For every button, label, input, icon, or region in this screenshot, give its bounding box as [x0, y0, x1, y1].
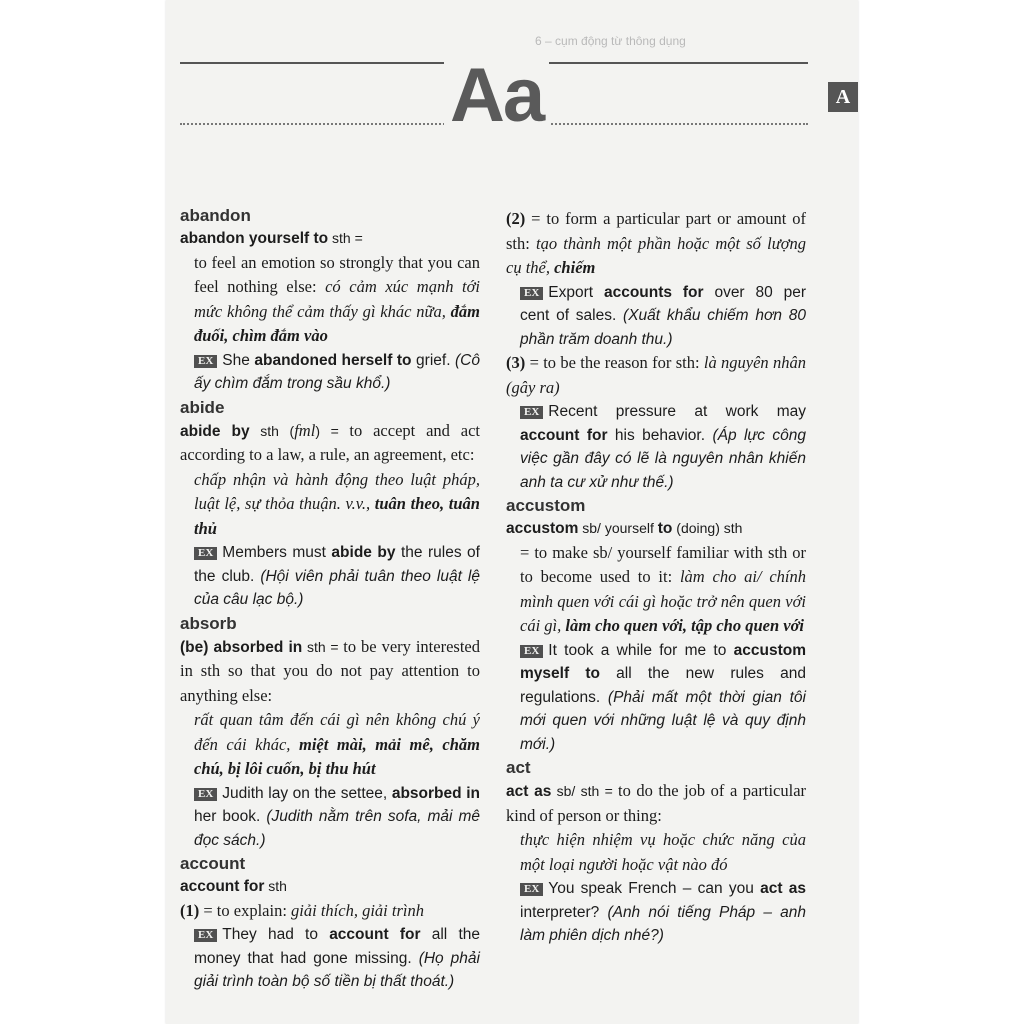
definition [180, 708, 480, 782]
example [180, 541, 480, 612]
ex-pre: They had to [222, 926, 330, 943]
ex-bold: act as [760, 880, 806, 897]
ex-bold: accustom myself to [520, 641, 806, 682]
definition [506, 541, 806, 639]
ex-bold: accounts for [603, 283, 704, 301]
vi-text: làm cho ai/ chính mình quen với cái gì hoặc trở nên quen với cái gì, [520, 567, 806, 635]
sense-def: = to explain: [199, 900, 292, 920]
vi-text: thực hiện nhiệm vụ hoặc chức năng của một loại người hoặc vật nào đó [520, 830, 806, 874]
vi-text: giải thích, giải trình [291, 900, 424, 920]
ex-vi: (Phải mất một thời gian tôi mới quen với những luật lệ và quy định mới.) [520, 688, 806, 753]
ex-post: all the money that had gone missing. [194, 926, 480, 967]
ex-bold: absorbed in [391, 784, 480, 802]
ex-pre: Judith lay on the settee, [222, 784, 392, 802]
sense-num: (2) [506, 209, 526, 228]
entry-account [180, 875, 480, 899]
arg: sth = [302, 638, 344, 655]
left-column [180, 204, 480, 994]
thumb-index-tab: A [828, 82, 858, 112]
ex-pre: Export [548, 283, 604, 301]
definition [506, 828, 806, 877]
ex-pre: Recent pressure at work may [548, 403, 806, 420]
ex-vi: (Judith nằm trên sofa, mải mê đọc sách.) [194, 808, 480, 849]
phrase: abide by [180, 422, 250, 440]
arg: sb/ sth = [551, 783, 619, 799]
entry-accustom [506, 517, 806, 541]
definition [180, 251, 480, 349]
example [506, 639, 806, 757]
sense-2 [506, 207, 806, 281]
entry-act [506, 779, 806, 828]
phrase: accustom [506, 520, 579, 537]
def-text: to be very interested in sth so that you do not pay attention to anything else: [180, 636, 480, 705]
arg: sth [264, 878, 287, 894]
section-letter: Aa [444, 56, 549, 136]
headword-act: act [506, 758, 531, 777]
phrase: account for [180, 878, 265, 895]
vi-bold: làm cho quen với, tập cho quen với [565, 616, 805, 635]
phrase2: to [657, 520, 673, 537]
def-text: = to be the reason for sth: [525, 353, 704, 372]
vi-text: là nguyên nhân (gây ra) [506, 353, 807, 397]
vi-bold: miệt mài, mải mê, chăm chú, bị lôi cuốn, bị thu hút [194, 734, 481, 778]
ex-post: her book. [194, 808, 267, 825]
ex-badge: EX [194, 929, 217, 942]
headword-abide: abide [180, 397, 225, 417]
ex-bold: abandoned herself to [254, 351, 412, 369]
ex-pre: You speak French – can you [548, 880, 761, 897]
example [506, 400, 806, 494]
ex-bold: account for [329, 926, 421, 943]
vi-text: rất quan tâm đến cái gì nên không chú ý đến cái khác, [194, 710, 480, 754]
phrase: abandon yourself to [180, 230, 329, 247]
ex-vi: (Cô ấy chìm đắm trong sầu khổ.) [194, 351, 480, 392]
register: fml [294, 420, 316, 440]
ex-vi: (Hội viên phải tuân theo luật lệ của câu lạc bộ.) [194, 567, 480, 608]
headword-accustom: accustom [506, 496, 586, 515]
ex-badge: EX [520, 883, 543, 896]
ex-post: over 80 per cent of sales. [520, 283, 807, 324]
vi-text: có cảm xúc mạnh tới mức không thể cảm thấy gì khác nữa, [194, 277, 480, 321]
running-head: 6 – cụm động từ thông dụng [535, 34, 686, 48]
entry-abide [180, 419, 480, 468]
ex-badge: EX [194, 547, 217, 560]
ex-post: the rules of the club. [194, 544, 480, 585]
sense-num: (1) [180, 900, 200, 920]
headword-account: account [180, 854, 246, 873]
vi-bold: đắm đuối, chìm đắm vào [194, 301, 480, 345]
arg2: (doing) sth [672, 520, 743, 536]
ex-badge: EX [520, 287, 543, 300]
example [506, 877, 806, 948]
right-column [506, 207, 806, 948]
ex-badge: EX [520, 645, 543, 658]
def-text: = to make sb/ yourself familiar with sth or to become used to it: [520, 542, 806, 586]
ex-bold: abide by [331, 544, 396, 561]
arg: sth = [328, 230, 363, 246]
example [180, 782, 480, 853]
example [180, 923, 480, 994]
ex-post: his behavior. [607, 426, 713, 444]
phrase: (be) absorbed in [180, 638, 303, 656]
ex-badge: EX [194, 355, 217, 368]
ex-vi: (Xuất khẩu chiếm hơn 80 phần trăm doanh thu.) [520, 307, 806, 348]
arg: sb/ yourself [578, 520, 658, 536]
ex-vi: (Áp lực công việc gần đây có lẽ là nguyên nhân khiến anh ta cư xử như thế.) [520, 426, 806, 491]
vi-bold: tuân theo, tuân thủ [194, 494, 480, 538]
sense-num: (3) [506, 353, 526, 372]
entry-absorb [180, 635, 480, 709]
ex-post: grief. [411, 351, 456, 369]
ex-pre: Members must [222, 544, 332, 561]
ex-vi: (Họ phải giải trình toàn bộ số tiền bị thất thoát.) [194, 949, 480, 990]
ex-post: interpreter? [520, 903, 608, 921]
def-text: to do the job of a particular kind of person or thing: [506, 781, 807, 825]
def-text: = to form a particular part or amount of sth: [506, 209, 806, 253]
arg2: ) = [315, 422, 350, 439]
ex-badge: EX [520, 406, 543, 419]
ex-bold: account for [520, 426, 608, 444]
phrase: act as [506, 783, 552, 800]
ex-pre: It took a while for me to [548, 641, 734, 659]
entry-abandon [180, 227, 480, 251]
vi-text: tạo thành một phần hoặc một số lượng cụ thể, [506, 233, 806, 277]
arg: sth ( [249, 422, 295, 439]
sense-1 [180, 899, 480, 924]
example [506, 281, 806, 352]
ex-badge: EX [194, 788, 217, 801]
headword-abandon: abandon [180, 206, 251, 225]
ex-post: all the new rules and regulations. [520, 665, 806, 706]
headword-absorb: absorb [180, 613, 237, 633]
definition [180, 468, 480, 542]
sense-3 [506, 351, 806, 400]
ex-pre: She [222, 351, 255, 369]
ex-vi: (Anh nói tiếng Pháp – anh làm phiên dịch nhé?) [520, 903, 806, 944]
example [180, 349, 480, 396]
def-text: to accept and act according to a law, a rule, an agreement, etc: [180, 420, 480, 464]
def-text: to feel an emotion so strongly that you can feel nothing else: [194, 252, 480, 296]
vi-bold: chiếm [554, 258, 596, 277]
vi-text: chấp nhận và hành động theo luật pháp, luật lệ, sự thỏa thuận. v.v., [194, 469, 480, 513]
